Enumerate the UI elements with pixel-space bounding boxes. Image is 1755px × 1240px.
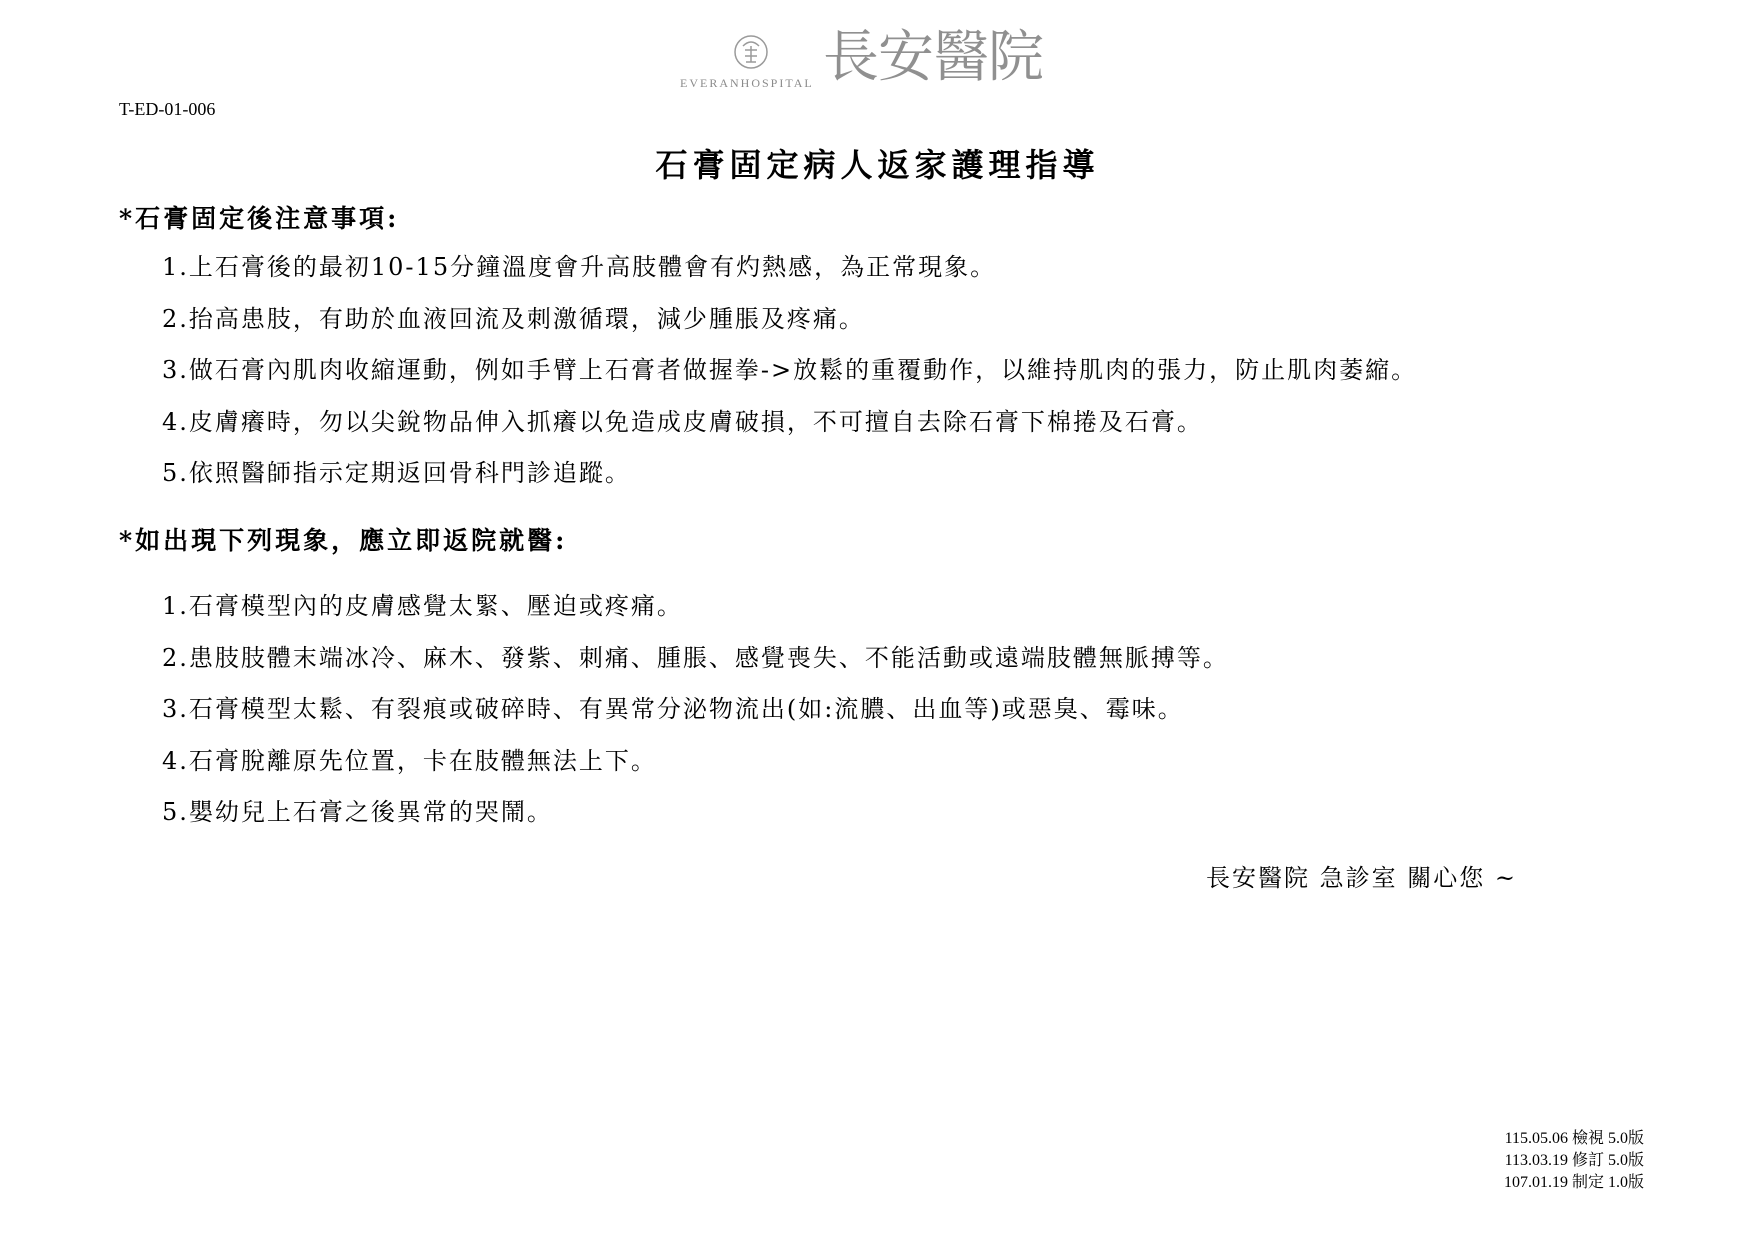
list-item: 3.做石膏內肌肉收縮運動，例如手臂上石膏者做握拳->放鬆的重覆動作，以維持肌肉的張力，防止肌肉萎縮。 (162, 356, 1418, 384)
list-item: 1.上石膏後的最初10-15分鐘溫度會升高肢體會有灼熱感，為正常現象。 (162, 253, 997, 281)
list-item: 4.石膏脫離原先位置，卡在肢體無法上下。 (162, 746, 657, 775)
hospital-logo (680, 26, 1100, 96)
warning-signs-list (162, 589, 1229, 847)
revision-entry: 115.05.06 檢視 5.0版 (1504, 1130, 1644, 1147)
section-heading-return-to-hospital: *如出現下列現象，應立即返院就醫: (119, 526, 568, 555)
closing-signature: 長安醫院 急診室 關心您 ~ (1206, 864, 1517, 892)
list-item: 1.石膏模型內的皮膚感覺太緊、壓迫或疼痛。 (162, 592, 683, 620)
precautions-list (162, 250, 1417, 508)
list-item: 2.患肢肢體末端冰冷、麻木、發紫、刺痛、腫脹、感覺喪失、不能活動或遠端肢體無脈搏等。 (162, 643, 1229, 672)
logo-latin-text: EVERANHOSPITAL (680, 76, 814, 90)
list-item: 4.皮膚癢時，勿以尖銳物品伸入抓癢以免造成皮膚破損，不可擅自去除石膏下棉捲及石膏。 (162, 407, 1203, 436)
revision-entry: 107.01.19 制定 1.0版 (1503, 1174, 1644, 1191)
revision-entry: 113.03.19 修訂 5.0版 (1504, 1152, 1644, 1169)
revision-history (1504, 1128, 1644, 1194)
logo-hospital-name: 長安醫院 (823, 25, 1043, 90)
document-code: T-ED-01-006 (119, 99, 216, 119)
list-item: 2.抬高患肢，有助於血液回流及刺激循環，減少腫脹及疼痛。 (162, 304, 865, 333)
section-heading-precautions: *石膏固定後注意事項: (119, 204, 400, 233)
list-item: 5.依照醫師指示定期返回骨科門診追蹤。 (162, 459, 631, 487)
hospital-emblem-icon (731, 32, 771, 72)
list-item: 5.嬰幼兒上石膏之後異常的哭鬧。 (162, 798, 553, 826)
list-item: 3.石膏模型太鬆、有裂痕或破碎時、有異常分泌物流出(如:流膿、出血等)或惡臭、霉味。 (162, 695, 1184, 723)
page-title: 石膏固定病人返家護理指導 (655, 146, 1100, 184)
